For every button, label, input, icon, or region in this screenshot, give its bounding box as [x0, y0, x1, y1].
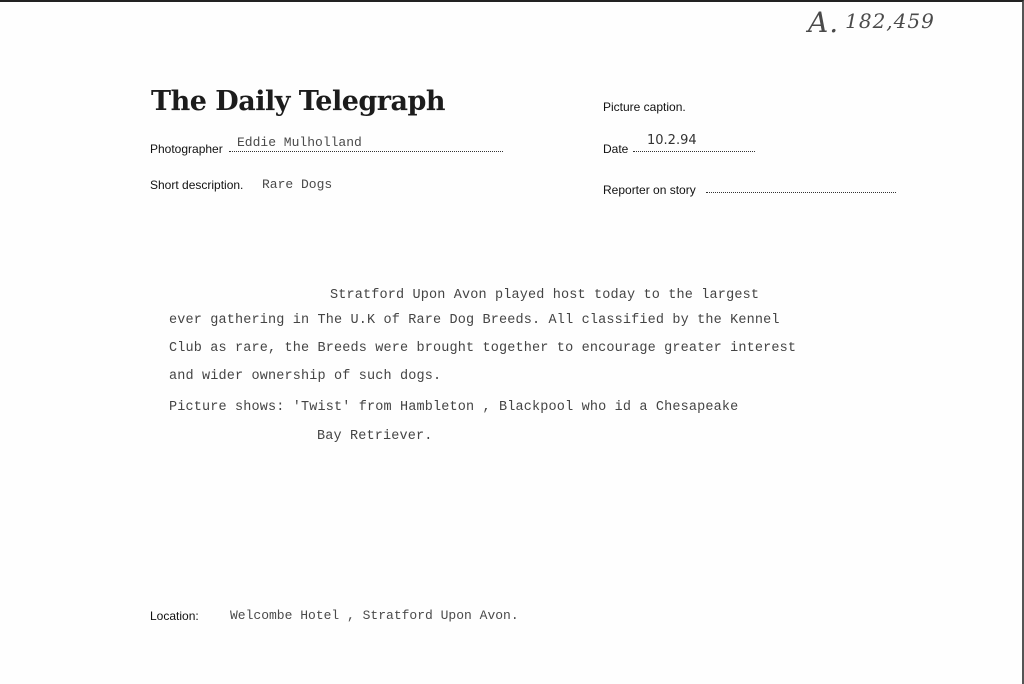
photographer-label: Photographer — [150, 142, 223, 156]
location-value: Welcombe Hotel , Stratford Upon Avon. — [230, 608, 519, 623]
photographer-value: Eddie Mulholland — [237, 135, 362, 150]
reporter-dotted-line — [706, 192, 896, 193]
archive-number-prefix: A. — [808, 6, 840, 39]
archive-number — [808, 6, 935, 39]
photographer-dotted-line — [229, 151, 503, 152]
caption-line-3: Club as rare, the Breeds were brought together to encourage greater interest — [169, 341, 797, 356]
reporter-label: Reporter on story — [603, 183, 696, 197]
short-description-value: Rare Dogs — [262, 177, 333, 192]
caption-line-2: ever gathering in The U.K of Rare Dog Breeds. All classified by the Kennel — [169, 313, 780, 328]
archive-number-value: 182,459 — [845, 9, 935, 33]
caption-line-4: and wider ownership of such dogs. — [169, 369, 442, 384]
caption-line-6: Bay Retriever. — [317, 429, 433, 444]
date-label: Date — [603, 142, 629, 156]
caption-line-1: Stratford Upon Avon played host today to the largest — [330, 288, 760, 303]
date-value: 10.2.94 — [647, 133, 697, 148]
short-description-label: Short description. — [150, 178, 244, 192]
caption-line-5: Picture shows: 'Twist' from Hambleton , Blackpool who id a Chesapeake — [169, 400, 739, 415]
date-dotted-line — [633, 151, 755, 152]
picture-caption-label: Picture caption. — [603, 100, 686, 114]
masthead-logo: The Daily Telegraph — [151, 86, 446, 117]
location-label: Location: — [150, 609, 199, 623]
